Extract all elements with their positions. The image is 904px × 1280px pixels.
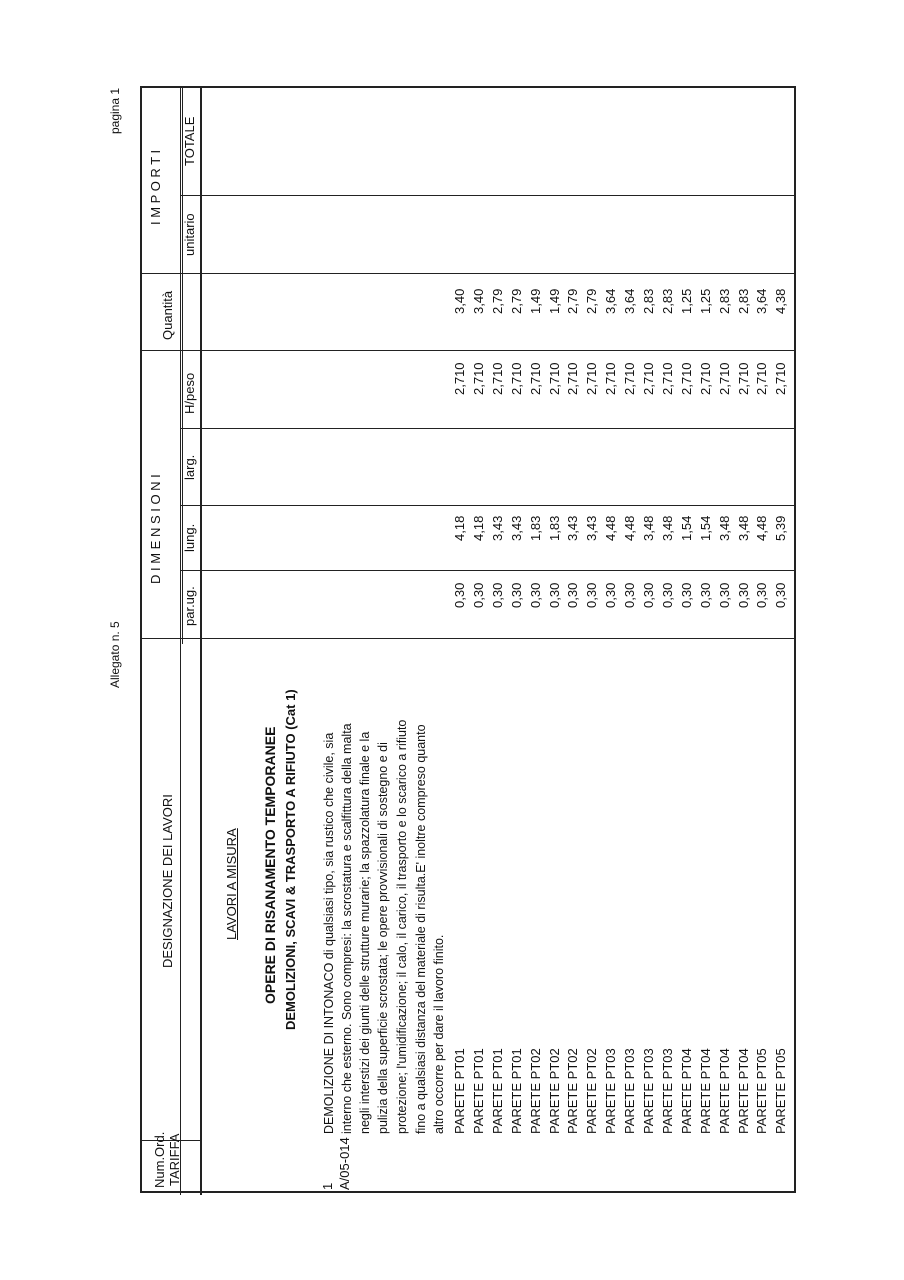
subheader-line [182, 88, 183, 644]
col-sep-hpeso [140, 350, 796, 351]
row-label: PARETE PT01 [489, 1048, 505, 1134]
header-unitario: unitario [182, 213, 197, 256]
row-par-ug: 0,30 [565, 582, 581, 608]
section-subtitle: DEMOLIZIONI, SCAVI & TRASPORTO A RIFIUTO (Cat 1) [283, 689, 298, 1030]
table-frame [140, 86, 796, 1193]
row-h-peso: 2,710 [697, 362, 713, 395]
row-label: PARETE PT02 [527, 1048, 543, 1134]
row-quantita: 2,83 [716, 288, 732, 314]
row-quantita: 2,79 [584, 288, 600, 314]
row-par-ug: 0,30 [697, 582, 713, 608]
row-quantita: 2,83 [659, 288, 675, 314]
description-line: fino a qualsiasi distanza del materiale di risulta.E' inoltre compreso quanto [414, 724, 428, 1134]
row-h-peso: 2,710 [489, 362, 505, 395]
row-h-peso: 2,710 [546, 362, 562, 395]
row-quantita: 2,79 [565, 288, 581, 314]
header-importi: I M P O R T I [148, 149, 163, 225]
row-lung: 1,83 [546, 515, 562, 541]
header-dimensioni: D I M E N S I O N I [148, 474, 163, 584]
row-quantita: 3,40 [452, 288, 467, 314]
row-par-ug: 0,30 [603, 582, 619, 608]
col-sep-unitario [180, 195, 796, 196]
row-quantita: 4,38 [773, 288, 789, 314]
header-tariffa: TARIFFA [167, 1133, 182, 1186]
row-lung: 4,18 [470, 515, 486, 541]
row-quantita: 3,64 [622, 288, 638, 314]
row-lung: 3,48 [641, 515, 656, 541]
section-lavori-a-misura: LAVORI A MISURA [224, 828, 239, 940]
row-h-peso: 2,710 [716, 362, 732, 395]
row-lung: 3,43 [565, 515, 581, 541]
row-h-peso: 2,710 [527, 362, 543, 395]
item-number: 1 [320, 1182, 335, 1190]
row-h-peso: 2,710 [678, 362, 694, 395]
row-par-ug: 0,30 [678, 582, 694, 608]
row-label: PARETE PT05 [773, 1048, 789, 1134]
row-label: PARETE PT01 [452, 1048, 467, 1134]
row-par-ug: 0,30 [716, 582, 732, 608]
row-lung: 4,48 [754, 515, 770, 541]
col-sep-larg [180, 428, 796, 429]
header-h-peso: H/peso [182, 372, 197, 414]
row-h-peso: 2,710 [773, 362, 789, 395]
row-h-peso: 2,710 [735, 362, 751, 395]
section-title: OPERE DI RISANAMENTO TEMPORANEE [262, 726, 278, 1004]
description-line: interno che esterno. Sono compresi: la scrostatura e scalfittura della malta [340, 723, 354, 1134]
header-designazione: DESIGNAZIONE DEI LAVORI [160, 794, 175, 968]
row-h-peso: 2,710 [508, 362, 524, 395]
row-label: PARETE PT04 [697, 1048, 713, 1134]
row-quantita: 3,40 [470, 288, 486, 314]
row-lung: 3,48 [735, 515, 751, 541]
description-line: protezione; l'umidificazione; il calo, il carico, il trasporto e lo scarico a rifiuto [395, 719, 409, 1134]
description-line: negli interstizi dei giunti delle strutture murarie; la spazzolatura finale e la [358, 731, 372, 1134]
row-h-peso: 2,710 [565, 362, 581, 395]
col-sep-designazione [140, 638, 796, 639]
row-label: PARETE PT05 [754, 1048, 770, 1134]
dimensioni-underline [180, 352, 181, 638]
row-label: PARETE PT03 [641, 1048, 656, 1134]
row-h-peso: 2,710 [622, 362, 638, 395]
header-larg: larg. [182, 454, 197, 480]
row-h-peso: 2,710 [754, 362, 770, 395]
row-par-ug: 0,30 [452, 582, 467, 608]
row-lung: 4,18 [452, 515, 467, 541]
row-par-ug: 0,30 [489, 582, 505, 608]
row-label: PARETE PT01 [508, 1048, 524, 1134]
row-lung: 4,48 [622, 515, 638, 541]
row-label: PARETE PT04 [678, 1048, 694, 1134]
description-line: pulizia della superficie scrostata; le opere provvisionali di sostegno e di [376, 742, 390, 1134]
row-h-peso: 2,710 [641, 362, 656, 395]
row-lung: 4,48 [603, 515, 619, 541]
header-quantita: Quantità [160, 290, 175, 340]
row-h-peso: 2,710 [470, 362, 486, 395]
row-lung: 1,54 [678, 515, 694, 541]
row-quantita: 2,83 [641, 288, 656, 314]
row-quantita: 2,79 [489, 288, 505, 314]
row-par-ug: 0,30 [641, 582, 656, 608]
row-par-ug: 0,30 [584, 582, 600, 608]
item-code: A/05-014 [337, 1137, 352, 1190]
row-lung: 3,43 [489, 515, 505, 541]
row-quantita: 2,79 [508, 288, 524, 314]
row-lung: 3,48 [716, 515, 732, 541]
row-label: PARETE PT03 [659, 1048, 675, 1134]
row-lung: 5,39 [773, 515, 789, 541]
header-par-ug: par.ug. [182, 586, 197, 626]
description-line: DEMOLIZIONE DI INTONACO di qualsiasi tipo, sia rustico che civile, sia [322, 732, 336, 1134]
row-label: PARETE PT02 [565, 1048, 581, 1134]
row-h-peso: 2,710 [584, 362, 600, 395]
row-label: PARETE PT02 [584, 1048, 600, 1134]
row-lung: 3,43 [508, 515, 524, 541]
row-h-peso: 2,710 [452, 362, 467, 395]
row-par-ug: 0,30 [508, 582, 524, 608]
row-par-ug: 0,30 [527, 582, 543, 608]
row-par-ug: 0,30 [659, 582, 675, 608]
col-sep-par [180, 570, 796, 571]
row-lung: 1,54 [697, 515, 713, 541]
row-label: PARETE PT01 [470, 1048, 486, 1134]
row-lung: 3,48 [659, 515, 675, 541]
row-quantita: 3,64 [754, 288, 770, 314]
row-quantita: 2,83 [735, 288, 751, 314]
row-par-ug: 0,30 [773, 582, 789, 608]
header-divider-2 [200, 88, 202, 1195]
row-quantita: 1,25 [697, 288, 713, 314]
row-lung: 1,83 [527, 515, 543, 541]
row-quantita: 3,64 [603, 288, 619, 314]
importi-underline [180, 88, 181, 273]
row-par-ug: 0,30 [546, 582, 562, 608]
row-label: PARETE PT03 [622, 1048, 638, 1134]
header-lung: lung. [182, 523, 197, 552]
row-par-ug: 0,30 [470, 582, 486, 608]
row-quantita: 1,49 [527, 288, 543, 314]
row-label: PARETE PT04 [735, 1048, 751, 1134]
row-label: PARETE PT04 [716, 1048, 732, 1134]
row-h-peso: 2,710 [603, 362, 619, 395]
row-label: PARETE PT02 [546, 1048, 562, 1134]
row-par-ug: 0,30 [735, 582, 751, 608]
row-par-ug: 0,30 [754, 582, 770, 608]
row-par-ug: 0,30 [622, 582, 638, 608]
col-sep-quantita [140, 273, 796, 274]
row-quantita: 1,25 [678, 288, 694, 314]
row-lung: 3,43 [584, 515, 600, 541]
col-sep-lung [180, 505, 796, 506]
header-num-ord: Num.Ord. [152, 1131, 167, 1188]
row-quantita: 1,49 [546, 288, 562, 314]
header-totale: TOTALE [182, 116, 197, 166]
description-line: altro occorre per dare il lavoro finito. [432, 934, 446, 1134]
page-number: pagina 1 [108, 87, 122, 134]
row-label: PARETE PT03 [603, 1048, 619, 1134]
allegato-label: Allegato n. 5 [108, 621, 122, 688]
row-h-peso: 2,710 [659, 362, 675, 395]
